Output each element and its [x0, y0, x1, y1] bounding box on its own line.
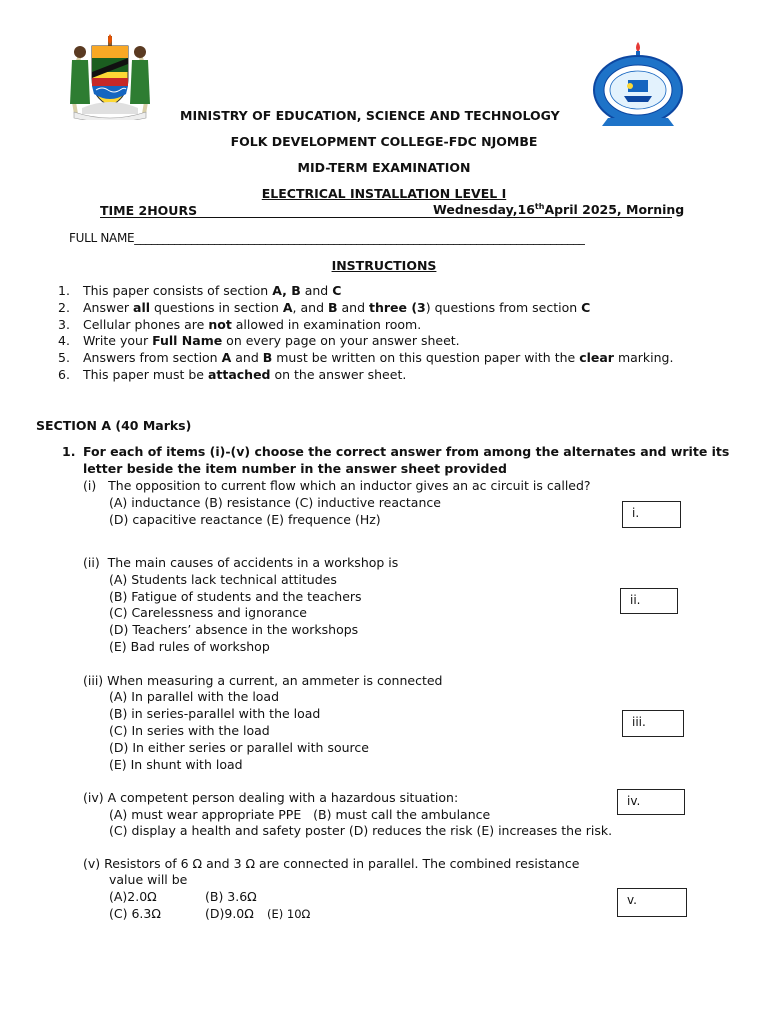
instruction-number: 4.: [58, 333, 70, 349]
instruction-text: not: [208, 316, 232, 332]
instructions-title: INSTRUCTIONS: [331, 258, 437, 273]
exam-time: TIME 2HOURS: [100, 203, 198, 218]
instruction-text: ) questions from section: [425, 299, 582, 315]
answer-box-iv[interactable]: iv.: [617, 789, 685, 815]
answer-box-ii[interactable]: ii.: [620, 588, 678, 614]
college-seal-logo: [588, 40, 688, 130]
item-v-option-d: (D)9.0Ω: [205, 906, 254, 921]
instruction-text: marking.: [613, 350, 674, 366]
item-ii-stem: (ii) The main causes of accidents in a workshop is: [83, 555, 399, 570]
item-v-stem-2: value will be: [109, 872, 188, 887]
instruction-text: allowed in examination room.: [231, 316, 422, 332]
instruction-text: B: [327, 299, 338, 315]
college-title: FOLK DEVELOPMENT COLLEGE-FDC NJOMBE: [230, 134, 538, 149]
instruction-item: [58, 300, 673, 317]
item-v-option-e: (E) 10Ω: [267, 907, 311, 921]
instruction-text: and: [337, 299, 369, 315]
instruction-text: attached: [207, 366, 271, 382]
instruction-number: 3.: [58, 316, 70, 332]
item-ii-option: (C) Carelessness and ignorance: [109, 605, 307, 620]
full-name-field[interactable]: FULL NAME_______________________________________________________________________________: [69, 231, 585, 245]
instruction-text: A: [221, 350, 232, 366]
question-1-line1: For each of items (i)-(v) choose the correct answer from among the alternates and write its: [83, 444, 730, 459]
instruction-text: , and: [292, 299, 328, 315]
instruction-text: This paper consists of section: [83, 283, 273, 298]
item-ii-option: (A) Students lack technical attitudes: [109, 572, 337, 587]
instruction-text: Answers from section: [83, 350, 222, 366]
instruction-text: Cellular phones are: [83, 316, 209, 332]
exam-date-suffix-sup: th: [534, 202, 545, 211]
item-i-options-2: (D) capacitive reactance (E) frequence (Hz): [109, 512, 381, 527]
item-i-options-1: (A) inductance (B) resistance (C) inductive reactance: [109, 495, 441, 510]
subject-title: ELECTRICAL INSTALLATION LEVEL I: [261, 186, 507, 201]
instruction-text: must be written on this question paper with the: [272, 350, 580, 366]
exam-date-day: Wednesday,16: [433, 202, 535, 218]
instruction-number: 5.: [58, 350, 70, 366]
instruction-text: A, B: [272, 283, 301, 298]
item-iii-option: (D) In either series or parallel with source: [109, 740, 369, 755]
instruction-text: clear: [579, 350, 614, 366]
item-ii-option: (E) Bad rules of workshop: [109, 639, 270, 654]
exam-date-rest: April 2025, Morning: [544, 202, 685, 218]
item-iii-option: (E) In shunt with load: [109, 757, 243, 772]
instruction-text: B: [262, 350, 273, 366]
instruction-item: [58, 350, 673, 367]
ministry-title: MINISTRY OF EDUCATION, SCIENCE AND TECHNOLOGY: [180, 108, 560, 123]
instruction-number: 1.: [58, 283, 70, 298]
item-iv-options-1: (A) must wear appropriate PPE (B) must call the ambulance: [109, 807, 491, 822]
instruction-text: questions in section: [150, 299, 283, 315]
instruction-text: and: [300, 283, 333, 298]
instruction-text: Full Name: [152, 333, 223, 349]
item-iii-option: (B) in series-parallel with the load: [109, 706, 321, 721]
answer-box-iii[interactable]: iii.: [622, 710, 684, 737]
instruction-text: C: [332, 283, 342, 298]
item-ii-option: (B) Fatigue of students and the teachers: [109, 589, 362, 604]
item-i-stem: (i) The opposition to current flow which an inductor gives an ac circuit is called?: [83, 478, 591, 493]
item-v-stem: (v) Resistors of 6 Ω and 3 Ω are connected in parallel. The combined resistance: [83, 856, 580, 871]
item-v-option-a: (A)2.0Ω: [109, 889, 157, 904]
item-v-option-c: (C) 6.3Ω: [109, 906, 161, 921]
instruction-number: 2.: [58, 299, 70, 315]
exam-date: [433, 202, 684, 217]
instructions-list: [58, 283, 673, 384]
answer-box-v[interactable]: v.: [617, 888, 687, 917]
instruction-item: [58, 283, 673, 300]
item-ii-option: (D) Teachers’ absence in the workshops: [109, 622, 359, 637]
instruction-item: [58, 367, 673, 384]
item-iv-options-2: (C) display a health and safety poster (D) reduces the risk (E) increases the risk.: [109, 823, 613, 838]
item-iii-option: (C) In series with the load: [109, 723, 270, 738]
item-v-option-b: (B) 3.6Ω: [205, 889, 257, 904]
instruction-text: and: [231, 350, 263, 366]
section-a-title: SECTION A (40 Marks): [36, 418, 192, 433]
exam-title: MID-TERM EXAMINATION: [297, 160, 471, 175]
instruction-text: on every page on your answer sheet.: [222, 333, 460, 349]
instruction-item: [58, 317, 673, 334]
instruction-item: [58, 333, 673, 350]
coat-of-arms-logo: [62, 34, 158, 120]
instruction-text: three (3: [368, 299, 426, 315]
instruction-text: A: [282, 299, 293, 315]
instruction-text: C: [581, 299, 591, 315]
item-iii-stem: (iii) When measuring a current, an ammeter is connected: [83, 673, 443, 688]
instruction-text: Write your: [83, 333, 153, 349]
instruction-text: all: [133, 299, 151, 315]
answer-box-i[interactable]: i.: [622, 501, 681, 528]
item-iii-option: (A) In parallel with the load: [109, 689, 280, 704]
question-1-number: 1.: [62, 444, 76, 459]
question-1-line2: letter beside the item number in the answer sheet provided: [83, 461, 507, 476]
instruction-text: This paper must be: [83, 366, 208, 382]
instruction-number: 6.: [58, 366, 70, 382]
instruction-text: on the answer sheet.: [270, 366, 407, 382]
item-iv-stem: (iv) A competent person dealing with a hazardous situation:: [83, 790, 459, 805]
instruction-text: Answer: [83, 299, 134, 315]
